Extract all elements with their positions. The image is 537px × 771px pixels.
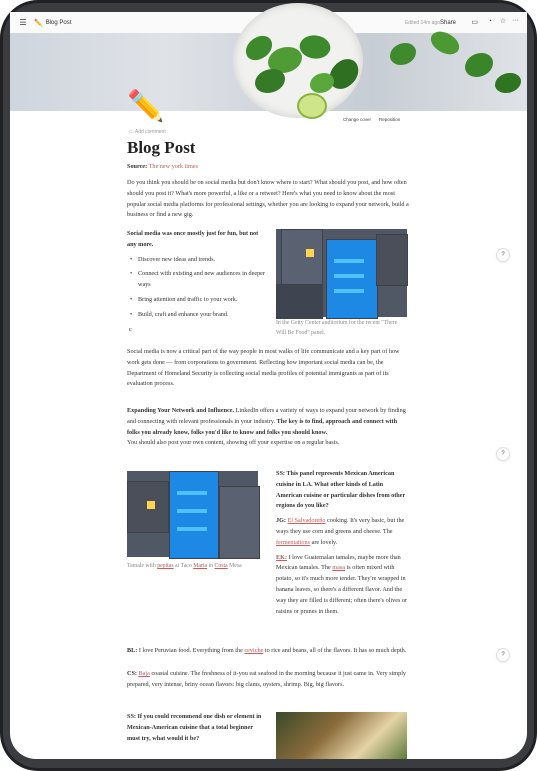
caption2-text: in: [207, 563, 215, 569]
bl-answer: [127, 646, 410, 657]
jg-link[interactable]: fermentations: [276, 538, 311, 546]
window-strip: [177, 509, 207, 513]
source-line: [127, 162, 417, 173]
ek-link[interactable]: masa: [332, 564, 345, 572]
caption2-link[interactable]: Costa: [214, 563, 228, 569]
bullet-item: • Bring attention and traffic to your work.: [127, 295, 267, 306]
window-strip: [177, 491, 207, 495]
expand-heading: Expanding Your Network and Influence.: [127, 407, 235, 414]
building: [276, 284, 323, 319]
building: [281, 229, 323, 291]
caption2-text: Tamale with: [127, 563, 158, 569]
image-caption-2: [127, 562, 258, 572]
more-options-icon[interactable]: ···: [512, 17, 519, 24]
window-strip: [334, 289, 364, 293]
bl-label: BL:: [127, 647, 138, 654]
sign: [306, 249, 314, 257]
pencil-icon: ✏️: [34, 19, 43, 27]
jg-label: JG:: [276, 517, 286, 525]
source-label: Source:: [127, 163, 148, 170]
bl-text: I love Peruvian food. Everything from the: [137, 647, 245, 654]
updates-icon[interactable]: ◔: [487, 18, 492, 25]
cs-label: CS:: [127, 670, 137, 677]
reposition-button[interactable]: Reposition: [376, 116, 403, 123]
building: [169, 471, 219, 559]
page-title: Blog Post: [127, 138, 196, 157]
help-button[interactable]: ?: [496, 248, 510, 262]
window-strip: [334, 259, 364, 263]
section1: [127, 229, 267, 335]
bullet-item: • Build, craft and enhance your brand.: [127, 310, 267, 321]
expanding-network-paragraph: [127, 406, 410, 449]
comment-icon[interactable]: ▭: [471, 19, 478, 26]
screen: [10, 12, 527, 759]
window-strip: [177, 527, 207, 531]
window-strip: [334, 274, 364, 278]
building: [219, 486, 260, 559]
building: [326, 239, 378, 319]
bullet-item: • Discover new ideas and trends.: [127, 255, 267, 266]
isometric-building-image[interactable]: [276, 229, 407, 317]
breadcrumb-page-title[interactable]: Blog Post: [45, 19, 72, 26]
cs-link[interactable]: Baja: [138, 670, 150, 677]
share-button[interactable]: Share: [439, 19, 456, 26]
comment-icon: ▭: [129, 129, 134, 135]
ek-answer: [276, 553, 409, 618]
intro-paragraph: Do you think you should be on social media but don't know where to start? What should you post, and how often should you post it? What's more powerful, a like or a retweet? Here's what you need to know about the most popular social media platforms for professional settings, whether you are looking to expand your network, build a business or find a new gig.: [127, 179, 409, 219]
herb-leaf: [495, 73, 521, 93]
add-comment-button[interactable]: [129, 129, 166, 135]
ss2-question-text: SS: If you could recommend one dish or element in Mexican-American cuisine that a total beginner must try, what would it be?: [127, 713, 262, 742]
cs-text: coastal cuisine. The freshness of it-you eat seafood in the morning because it just came in. Very simply prepared, very intense, briny ocean flavors: big clams, oysters, shrimp. Big, big flavors.: [127, 670, 407, 688]
add-comment-label: Add comment: [134, 129, 166, 135]
section1-heading: Social media was once mostly just for fun, but not any more.: [127, 230, 259, 248]
page-icon-pencil[interactable]: ✏️: [127, 90, 165, 123]
interview-column: [276, 469, 409, 617]
source-link[interactable]: The new york times: [148, 163, 198, 170]
lime-slice: [297, 93, 327, 119]
ss-question: SS: This panel represents Mexican American cuisine in LA. What other kinds of Latin American cuisine or particular dishes from other regions do you like?: [276, 470, 406, 510]
caption2-text: at Taco: [173, 563, 194, 569]
caption2-text: Mesa: [227, 563, 242, 569]
stray-char: c: [129, 325, 132, 333]
building: [376, 234, 408, 286]
menu-icon[interactable]: ☰: [19, 18, 27, 27]
ek-text: I love Guatemalan tamales, maybe more than Mexican tamales. The: [276, 553, 401, 572]
help-button[interactable]: ?: [496, 648, 510, 662]
favorite-star-icon[interactable]: ☆: [499, 18, 506, 25]
cs-answer: [127, 669, 410, 691]
cover-controls: [340, 116, 403, 123]
bl-text: to rice and beans, all of the flavors. It has so much depth.: [263, 647, 407, 654]
herb-leaf: [465, 53, 493, 77]
isometric-tower-image[interactable]: [127, 471, 258, 557]
jg-text: cooking. It's very basic, but the ways they use corn and greens and cheese. The: [276, 517, 405, 535]
jg-text: are lovely.: [310, 538, 338, 546]
caption2-link[interactable]: pepitas: [157, 563, 174, 569]
food-photo[interactable]: [276, 712, 407, 759]
bullet-item: • Connect with existing and new audiences in deeper ways: [127, 269, 267, 291]
ek-text: is often mixed with potato, so it's much more tender. They're wrapped in banana leaves, so there's a different flavor. And the way they are filled is different; often there's olives or raisins or prunes in them.: [276, 564, 408, 615]
jg-answer: [276, 516, 409, 548]
herb-leaf: [390, 43, 416, 65]
image-caption: In the Getty Center auditorium for the recent "There Will Be Food" panel.: [276, 320, 398, 336]
cover-image: [10, 33, 527, 122]
ss2-question: [127, 712, 265, 744]
expand-tail: You should also post your own content, showing off your expertise on a regular basis.: [127, 439, 340, 447]
bullet-list: [127, 255, 267, 321]
expand-bold: The key is to find, approach and connect with folks you already know, folks you'd like to know and folks you should know.: [127, 417, 398, 436]
change-cover-button[interactable]: Change cover: [340, 116, 374, 123]
ek-label: EK:: [276, 553, 288, 561]
bl-link[interactable]: ceviche: [244, 647, 264, 654]
jg-link[interactable]: El Salvadoreño: [287, 517, 326, 525]
caption2-link[interactable]: Maria: [193, 563, 208, 569]
help-button[interactable]: ?: [496, 447, 510, 461]
edited-status: Edited 14m ago: [404, 19, 440, 26]
expand-text: LinkedIn offers a variety of ways to expand your network by finding and connecting with relevant professionals in your industry.: [127, 407, 406, 425]
paragraph-2: Social media is now a critical part of the way people in most walks of life communicate and a key part of how work gets done — from corporations to government. Reflecting how important social media can be, the Department of Homeland Security is collecting social media profiles of potential immigrants as part of its evaluation process.: [127, 348, 400, 388]
sign: [147, 501, 155, 509]
